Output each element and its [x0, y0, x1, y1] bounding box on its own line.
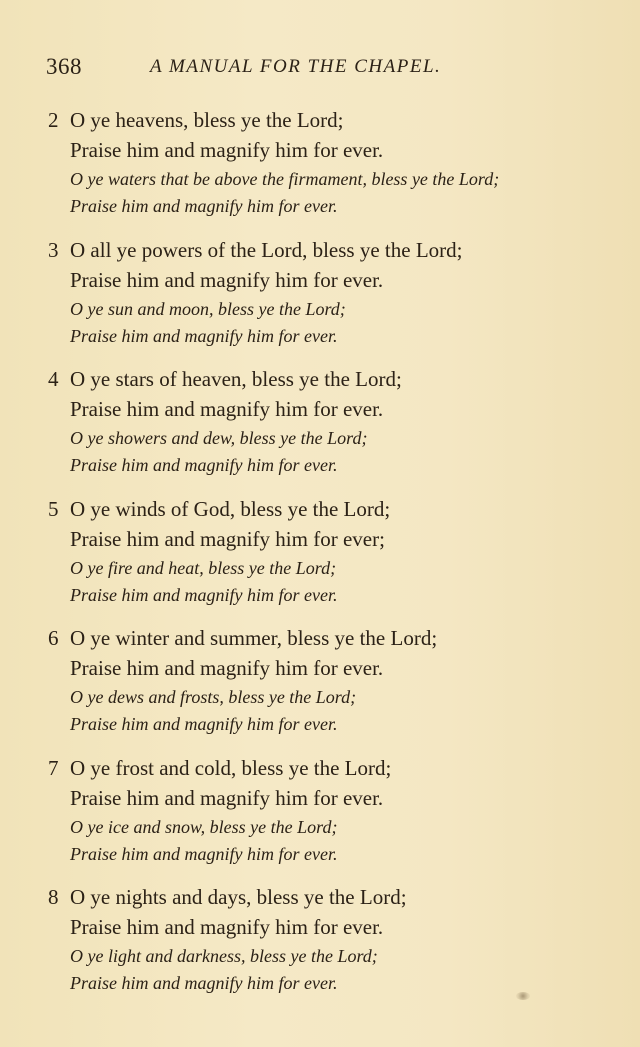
verse — [46, 753, 606, 883]
verse-line: O ye stars of heaven, bless ye the Lord; — [70, 367, 402, 391]
running-title: A MANUAL FOR THE CHAPEL. — [150, 56, 442, 77]
verse-line-italic: O ye ice and snow, bless ye the Lord; — [70, 816, 338, 837]
verse — [46, 364, 606, 494]
verse-line-italic: O ye sun and moon, bless ye the Lord; — [70, 298, 346, 319]
paper-speck — [516, 992, 530, 1000]
verse-response-italic: Praise him and magnify him for ever. — [70, 714, 338, 734]
verse — [46, 235, 606, 365]
verse-number: 6 — [48, 626, 59, 650]
verse-number: 3 — [48, 237, 59, 262]
verse-response-italic: Praise him and magnify him for ever. — [70, 325, 338, 346]
verse — [46, 623, 606, 753]
verse-response-italic: Praise him and magnify him for ever. — [70, 196, 338, 216]
verse-line: O ye winter and summer, bless ye the Lord; — [70, 626, 438, 650]
verse-line-italic: O ye dews and frosts, bless ye the Lord; — [70, 687, 357, 707]
canticle-verses — [46, 105, 606, 1012]
verse-line-italic: O ye light and darkness, bless ye the Lord; — [70, 946, 378, 966]
verse-response: Praise him and magnify him for ever; — [70, 526, 385, 551]
verse-line-italic: O ye fire and heat, bless ye the Lord; — [70, 557, 337, 578]
verse-line: O ye frost and cold, bless ye the Lord; — [70, 755, 392, 780]
page-number: 368 — [46, 54, 82, 79]
verse-line: O ye heavens, bless ye the Lord; — [70, 108, 344, 132]
verse-line: O all ye powers of the Lord, bless ye the Lord; — [70, 237, 463, 262]
verse-line: O ye nights and days, bless ye the Lord; — [70, 885, 407, 909]
verse-response: Praise him and magnify him for ever. — [70, 785, 384, 810]
verse-line-italic: O ye waters that be above the firmament, bless ye the Lord; — [70, 169, 500, 189]
verse-response-italic: Praise him and magnify him for ever. — [70, 843, 338, 864]
verse-response-italic: Praise him and magnify him for ever. — [70, 584, 338, 605]
verse-line-italic: O ye showers and dew, bless ye the Lord; — [70, 428, 368, 448]
verse-response: Praise him and magnify him for ever. — [70, 138, 384, 162]
verse — [46, 494, 606, 624]
verse-number: 4 — [48, 367, 59, 391]
verse-response: Praise him and magnify him for ever. — [70, 915, 384, 939]
verse — [46, 105, 606, 235]
verse-response: Praise him and magnify him for ever. — [70, 656, 384, 680]
verse-response-italic: Praise him and magnify him for ever. — [70, 455, 338, 475]
page-header — [46, 54, 596, 86]
verse-number: 2 — [48, 108, 59, 132]
verse-line: O ye winds of God, bless ye the Lord; — [70, 496, 391, 521]
verse-response-italic: Praise him and magnify him for ever. — [70, 973, 338, 993]
verse-number: 5 — [48, 496, 59, 521]
verse-response: Praise him and magnify him for ever. — [70, 267, 384, 292]
verse-response: Praise him and magnify him for ever. — [70, 397, 384, 421]
verse-number: 7 — [48, 755, 59, 780]
verse-number: 8 — [48, 885, 59, 909]
